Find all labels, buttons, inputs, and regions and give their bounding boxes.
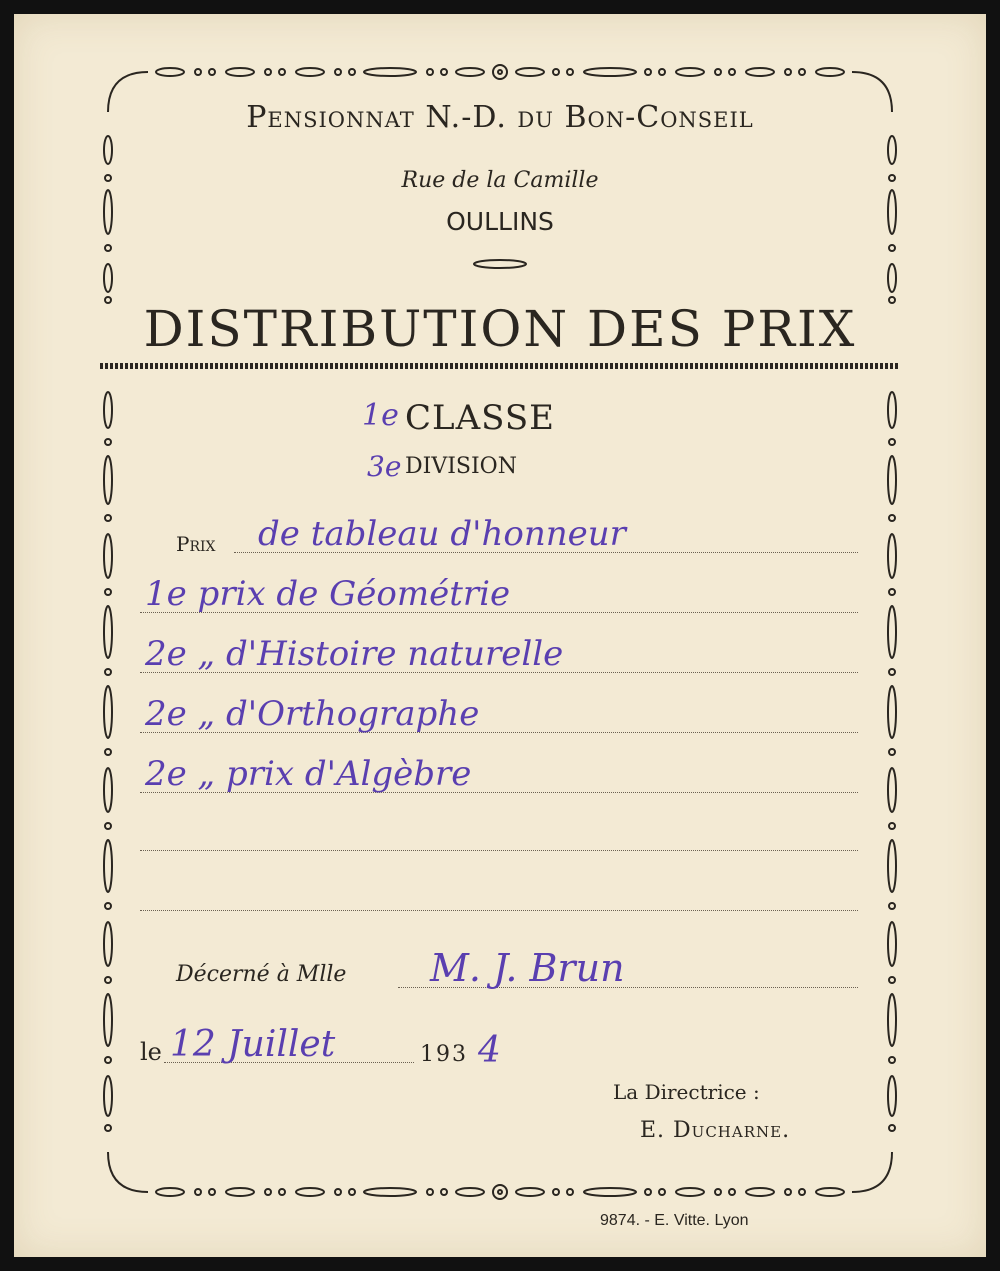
year-handwritten: 4 <box>478 1030 501 1071</box>
classe-label: CLASSE <box>405 398 555 438</box>
director-name: E. Ducharne. <box>640 1118 791 1143</box>
prix-line: 2e „ d'Orthographe <box>145 694 480 734</box>
division-handwritten: 3e <box>367 450 402 483</box>
school-city: OULLINS <box>446 207 554 236</box>
year-printed: 193 <box>420 1042 468 1067</box>
division-label: DIVISION <box>405 454 517 479</box>
prix-line: de tableau d'honneur <box>258 514 626 554</box>
date-label: le <box>140 1038 162 1066</box>
prix-label: Prix <box>176 532 216 556</box>
prix-line: 1e prix de Géométrie <box>145 574 511 614</box>
classe-handwritten: 1e <box>362 398 399 433</box>
director-title: La Directrice : <box>613 1080 760 1104</box>
prix-dotted-line <box>140 850 858 851</box>
awarded-name: M. J. Brun <box>430 946 625 990</box>
date-handwritten: 12 Juillet <box>170 1024 336 1065</box>
school-name: Pensionnat N.-D. du Bon-Conseil <box>246 100 754 135</box>
awarded-label: Décerné à Mlle <box>176 962 347 987</box>
prix-line: 2e „ d'Histoire naturelle <box>145 634 564 674</box>
school-address: Rue de la Camille <box>401 168 599 193</box>
prix-dotted-line <box>140 910 858 911</box>
printer-imprint: 9874. - E. Vitte. Lyon <box>600 1212 749 1229</box>
document-title: DISTRIBUTION DES PRIX <box>143 300 857 358</box>
prix-line: 2e „ prix d'Algèbre <box>145 754 472 794</box>
